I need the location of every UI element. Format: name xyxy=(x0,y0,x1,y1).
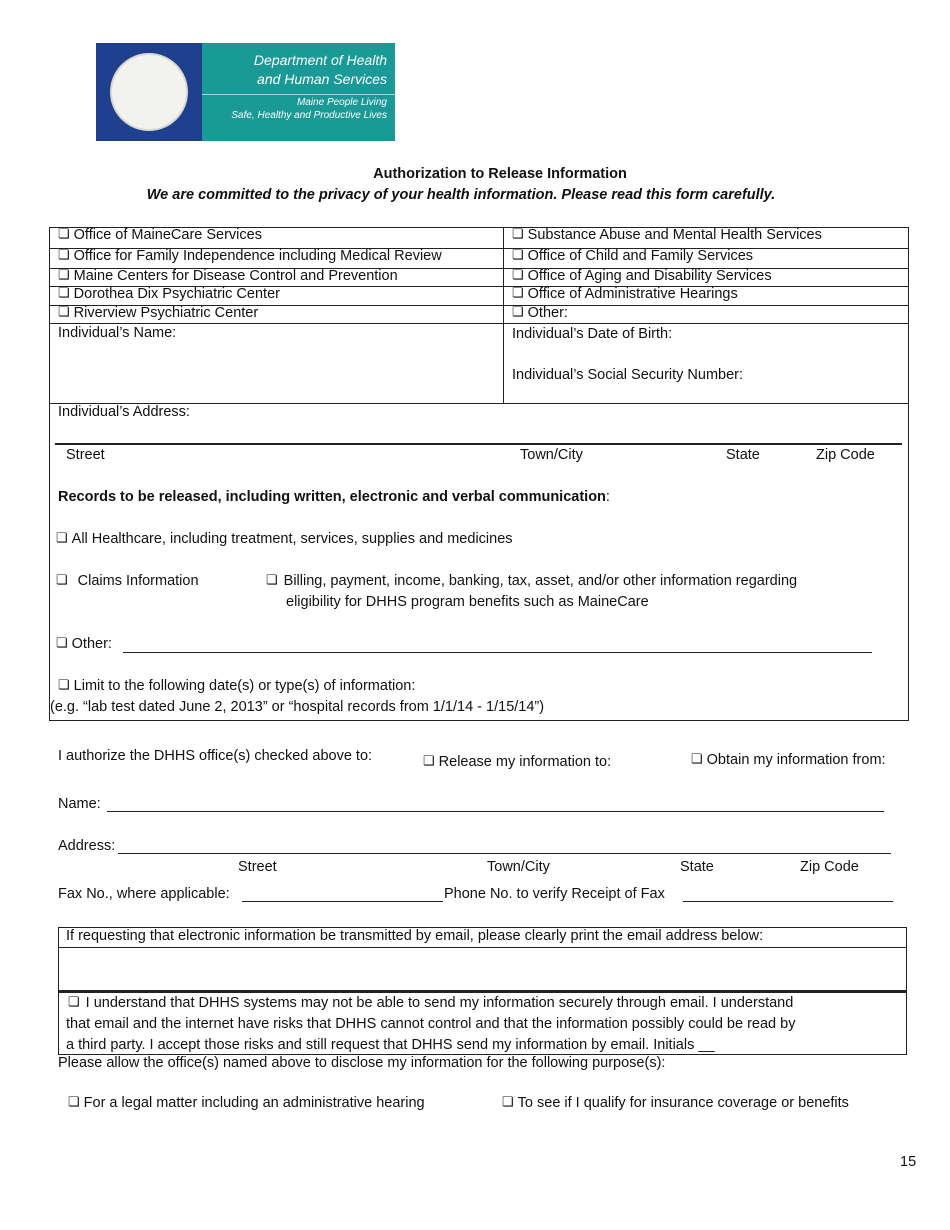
release-info-checkbox[interactable]: ❏ Release my information to: xyxy=(423,754,611,770)
records-claims-checkbox[interactable]: ❏ Claims Information xyxy=(56,573,199,589)
purpose-text: Please allow the office(s) named above to disclose my information for the following purpose(s): xyxy=(58,1055,666,1071)
individual-address-line[interactable] xyxy=(55,443,902,445)
fax-label: Fax No., where applicable: xyxy=(58,886,230,902)
address-zip-caption: Zip Code xyxy=(816,447,875,463)
individual-dob-label: Individual’s Date of Birth: xyxy=(512,326,673,342)
logo-text-panel xyxy=(202,43,395,141)
recipient-address-line[interactable] xyxy=(118,853,891,854)
logo-line2: and Human Services xyxy=(257,71,387,87)
form-subtitle: We are committed to the privacy of your health information. Please read this form carefully. xyxy=(146,187,776,203)
office-checkbox-admin-hearings[interactable]: ❏ Office of Administrative Hearings xyxy=(512,286,738,302)
fax-number-line[interactable] xyxy=(242,901,443,902)
office-checkbox-family-independence[interactable]: ❏ Office for Family Independence including Medical Review xyxy=(58,248,442,264)
obtain-info-checkbox[interactable]: ❏ Obtain my information from: xyxy=(691,752,886,768)
records-limit-checkbox[interactable]: ❏ Limit to the following date(s) or type(s) of information: xyxy=(58,678,415,694)
individual-name-label: Individual’s Name: xyxy=(58,325,177,341)
logo-line1: Department of Health xyxy=(253,52,387,68)
recipient-zip-caption: Zip Code xyxy=(800,859,859,875)
logo-tagline1: Maine People Living xyxy=(296,97,387,108)
recipient-street-caption: Street xyxy=(238,859,277,875)
individual-address-label: Individual’s Address: xyxy=(58,404,190,420)
office-checkbox-maine-cdc[interactable]: ❏ Maine Centers for Disease Control and Prevention xyxy=(58,268,398,284)
email-risk-ack-line2: that email and the internet have risks that DHHS cannot control and that the information possibly could be read by xyxy=(66,1016,796,1032)
records-limit-example: (e.g. “lab test dated June 2, 2013” or “hospital records from 1/1/14 - 1/15/14”) xyxy=(50,699,545,715)
records-heading: Records to be released, including written, electronic and verbal communication: xyxy=(58,489,610,505)
office-checkbox-samhs[interactable]: ❏ Substance Abuse and Mental Health Services xyxy=(512,227,822,243)
logo-tagline2: Safe, Healthy and Productive Lives xyxy=(231,110,387,121)
records-billing-line2: eligibility for DHHS program benefits such as MaineCare xyxy=(286,594,649,610)
recipient-state-caption: State xyxy=(680,859,714,875)
email-address-field[interactable] xyxy=(60,949,905,989)
maine-seal-panel xyxy=(96,43,202,141)
form-title: Authorization to Release Information xyxy=(373,166,627,182)
dhhs-logo xyxy=(96,43,395,141)
office-checkbox-mainecare[interactable]: ❏ Office of MaineCare Services xyxy=(58,227,262,243)
phone-verify-label: Phone No. to verify Receipt of Fax xyxy=(444,886,665,902)
email-risk-ack-line3: a third party. I accept those risks and still request that DHHS send my information by email. Initials __ xyxy=(66,1037,715,1053)
office-checkbox-other[interactable]: ❏ Other: xyxy=(512,305,568,321)
phone-number-line[interactable] xyxy=(683,901,893,902)
records-other-checkbox[interactable]: ❏ Other: xyxy=(56,636,112,652)
office-checkbox-aging-disability[interactable]: ❏ Office of Aging and Disability Services xyxy=(512,268,772,284)
records-other-input-line[interactable] xyxy=(123,652,872,653)
purpose-legal-checkbox[interactable]: ❏ For a legal matter including an administrative hearing xyxy=(68,1095,425,1111)
address-state-caption: State xyxy=(726,447,760,463)
office-checkbox-dorothea-dix[interactable]: ❏ Dorothea Dix Psychiatric Center xyxy=(58,286,280,302)
authorize-text: I authorize the DHHS office(s) checked above to: xyxy=(58,748,373,764)
maine-state-seal-icon xyxy=(110,53,188,131)
recipient-address-label: Address: xyxy=(58,838,116,854)
records-all-healthcare-checkbox[interactable]: ❏ All Healthcare, including treatment, services, supplies and medicines xyxy=(56,531,513,547)
recipient-town-caption: Town/City xyxy=(487,859,550,875)
page-number: 15 xyxy=(900,1154,917,1170)
address-town-caption: Town/City xyxy=(520,447,583,463)
email-risk-ack-checkbox[interactable]: ❏ I understand that DHHS systems may not be able to send my information securely through email. I understand xyxy=(68,995,793,1011)
records-billing-checkbox[interactable]: ❏ Billing, payment, income, banking, tax, asset, and/or other information regarding xyxy=(266,573,797,589)
office-checkbox-riverview[interactable]: ❏ Riverview Psychiatric Center xyxy=(58,305,258,321)
email-request-text: If requesting that electronic information be transmitted by email, please clearly print the email address below: xyxy=(66,928,764,944)
address-street-caption: Street xyxy=(66,447,105,463)
purpose-insurance-checkbox[interactable]: ❏ To see if I qualify for insurance coverage or benefits xyxy=(502,1095,849,1111)
office-checkbox-child-family[interactable]: ❏ Office of Child and Family Services xyxy=(512,248,753,264)
recipient-name-line[interactable] xyxy=(107,811,884,812)
recipient-name-label: Name: xyxy=(58,796,101,812)
individual-ssn-label: Individual’s Social Security Number: xyxy=(512,367,744,383)
